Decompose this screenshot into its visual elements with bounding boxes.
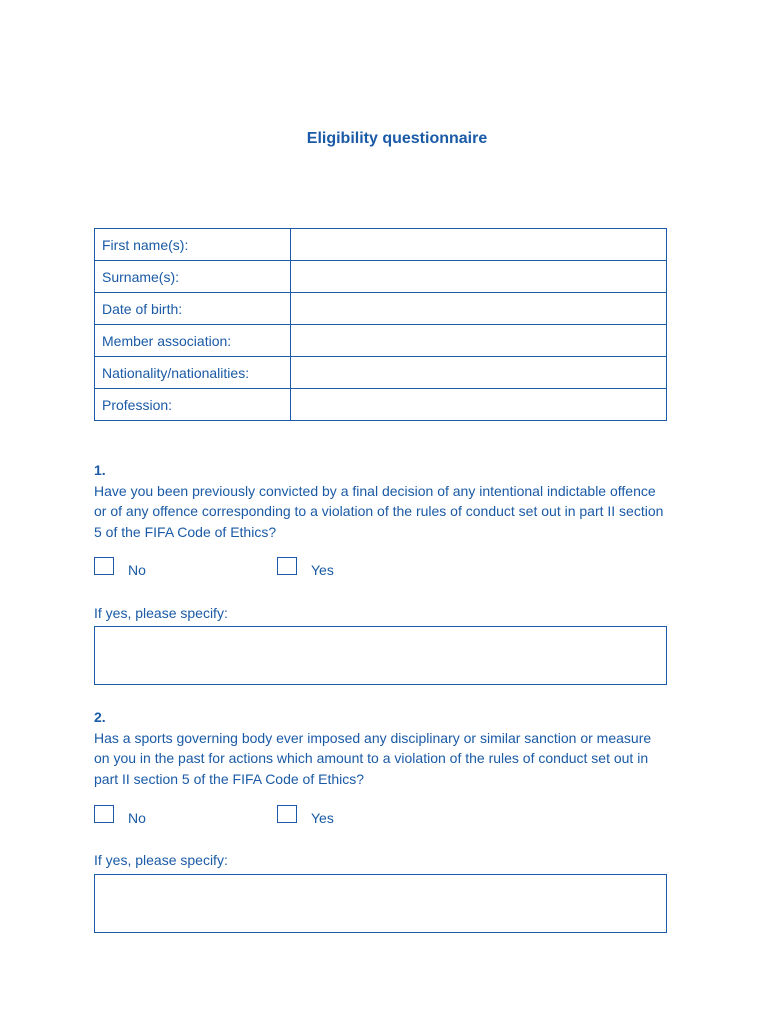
page-title: Eligibility questionnaire [306,130,488,147]
nationality-field[interactable] [291,357,667,389]
question-2-specify-field[interactable] [94,874,667,933]
question-1-option-yes[interactable] [277,557,334,578]
table-row [95,229,667,261]
first-name-field[interactable] [291,229,667,261]
question-1-yes-checkbox[interactable] [277,557,297,575]
surname-label: Surname(s): [95,261,291,293]
date-of-birth-field[interactable] [291,293,667,325]
question-1-number: 1. [94,462,106,478]
personal-info-table [94,228,667,421]
question-1-specify-field[interactable] [94,626,667,685]
question-2-no-label: No [128,810,146,826]
question-1-no-checkbox[interactable] [94,557,114,575]
table-row [95,261,667,293]
question-1 [94,460,664,542]
surname-field[interactable] [291,261,667,293]
first-name-label: First name(s): [95,229,291,261]
question-1-no-label: No [128,562,146,578]
question-1-specify-label: If yes, please specify: [94,605,228,621]
table-row [95,389,667,421]
question-2-number: 2. [94,709,106,725]
question-1-option-no[interactable] [94,557,146,578]
question-2-option-yes[interactable] [277,805,334,826]
question-2-no-checkbox[interactable] [94,805,114,823]
question-2-text: Has a sports governing body ever imposed any disciplinary or similar sanction or measure on you in the past for actions which amount to a violation of the rules of conduct set out in part II section 5 of the FIFA Code of Ethics? [94,729,652,787]
question-1-text: Have you been previously convicted by a final decision of any intentional indictable offence or of any offence corresponding to a violation of the rules of conduct set out in part II section 5 of the FIFA Code of Ethics? [94,482,664,540]
table-row [95,357,667,389]
table-row [95,325,667,357]
profession-field[interactable] [291,389,667,421]
question-2-option-no[interactable] [94,805,146,826]
question-2-yes-label: Yes [311,810,334,826]
date-of-birth-label: Date of birth: [95,293,291,325]
member-association-field[interactable] [291,325,667,357]
table-row [95,293,667,325]
question-2-specify-label: If yes, please specify: [94,852,228,868]
question-1-yes-label: Yes [311,562,334,578]
nationality-label: Nationality/nationalities: [95,357,291,389]
member-association-label: Member association: [95,325,291,357]
profession-label: Profession: [95,389,291,421]
question-2-yes-checkbox[interactable] [277,805,297,823]
question-2 [94,707,664,789]
